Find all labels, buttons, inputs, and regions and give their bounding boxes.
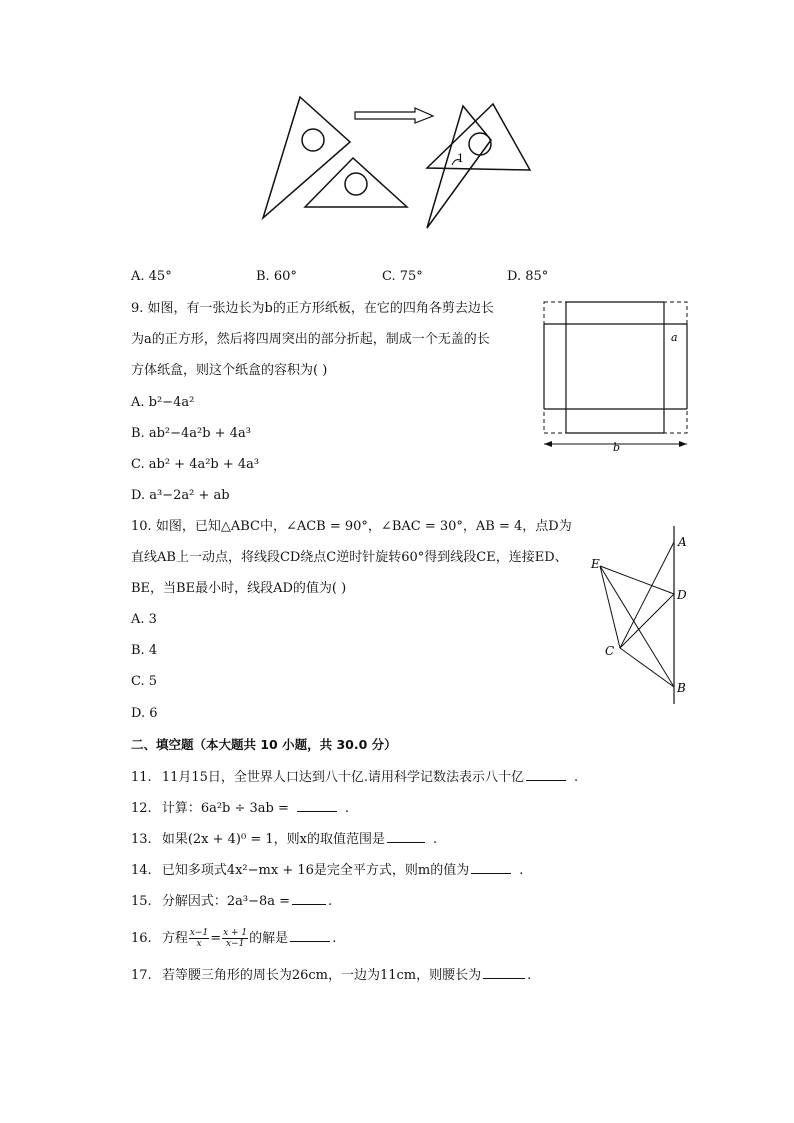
q12-answer-blank[interactable] xyxy=(297,799,337,812)
q12-period: . xyxy=(344,801,350,816)
q15-text: 分解因式：2a³−8a = xyxy=(161,894,291,909)
q9-option-c[interactable]: C. ab² + 4a²b + 4a³ xyxy=(131,457,260,472)
q17 xyxy=(131,966,531,985)
q10-stem-2: 直线AB上一动点，将线段CD绕点C逆时针旋转60°得到线段CE，连接ED、 xyxy=(131,550,568,565)
q16-fraction-right xyxy=(222,928,248,949)
q12-text: 计算：6a²b ÷ 3ab = xyxy=(161,801,289,816)
q8-option-d[interactable]: D. 85° xyxy=(507,269,549,284)
q12 xyxy=(131,799,349,818)
q16-equals: = xyxy=(210,931,222,946)
q9-option-b[interactable]: B. ab²−4a²b + 4a³ xyxy=(131,426,251,441)
q9-number: 9. xyxy=(131,301,144,316)
angle-1-label: 1 xyxy=(457,152,464,165)
point-a-label: A xyxy=(678,535,687,549)
q13-text: 如果(2x + 4)⁰ = 1，则x的取值范围是 xyxy=(161,832,385,847)
q11-number: 11. xyxy=(131,770,152,785)
q16-frac1-denominator: x xyxy=(196,939,202,949)
q8-option-b[interactable]: B. 60° xyxy=(256,269,297,284)
q15-number: 15. xyxy=(131,894,152,909)
q16-number: 16. xyxy=(131,931,152,946)
q15-answer-blank[interactable] xyxy=(292,892,326,905)
q9-stem-3: 方体纸盒，则这个纸盒的容积为( ) xyxy=(131,363,328,378)
q10-option-a[interactable]: A. 3 xyxy=(131,612,157,627)
q13-period: . xyxy=(432,832,438,847)
q13 xyxy=(131,830,437,849)
q16-period: . xyxy=(332,931,337,946)
q13-answer-blank[interactable] xyxy=(387,830,425,843)
q15-period: . xyxy=(328,894,333,909)
q16-answer-blank[interactable] xyxy=(290,929,330,942)
label-a: a xyxy=(671,331,678,344)
point-d-label: D xyxy=(677,588,687,602)
q11-answer-blank[interactable] xyxy=(526,768,566,781)
point-b-label: B xyxy=(677,681,686,695)
point-e-label: E xyxy=(591,557,600,571)
q14-answer-blank[interactable] xyxy=(471,861,511,874)
q9-option-a[interactable]: A. b²−4a² xyxy=(131,395,195,410)
q10-number: 10. xyxy=(131,519,152,534)
q14-period: . xyxy=(519,863,524,878)
q16-frac2-denominator: x−1 xyxy=(225,939,245,949)
square-box-figure xyxy=(540,296,695,456)
q10-option-b[interactable]: B. 4 xyxy=(131,643,158,658)
section-title: 二、填空题（本大题共 10 小题，共 30.0 分） xyxy=(131,737,397,752)
label-b: b xyxy=(613,441,621,454)
q14 xyxy=(131,861,523,880)
q16-frac1-numerator: x−1 xyxy=(189,928,209,938)
q16-text-post: 的解是 xyxy=(249,931,289,946)
q12-number: 12. xyxy=(131,801,152,816)
q11 xyxy=(131,768,578,787)
q10-option-c[interactable]: C. 5 xyxy=(131,674,158,689)
q9-stem-1: 如图，有一张边长为b的正方形纸板，在它的四角各剪去边长 xyxy=(147,301,494,316)
q14-text: 已知多项式4x²−mx + 16是完全平方式，则m的值为 xyxy=(161,863,470,878)
q16-frac2-numerator: x + 1 xyxy=(223,928,248,938)
q16-text-pre: 方程 xyxy=(161,931,188,946)
q15 xyxy=(131,892,332,911)
q14-number: 14. xyxy=(131,863,152,878)
q17-answer-blank[interactable] xyxy=(483,966,525,979)
rotation-triangle-figure xyxy=(588,522,698,707)
q13-number: 13. xyxy=(131,832,152,847)
point-c-label: C xyxy=(605,644,615,658)
q8-option-c[interactable]: C. 75° xyxy=(382,269,423,284)
q10-line1 xyxy=(131,518,572,536)
q9-stem-2: 为a的正方形，然后将四周突出的部分折起，制成一个无盖的长 xyxy=(131,332,490,347)
q11-text: 11月15日，全世界人口达到八十亿.请用科学记数法表示八十亿 xyxy=(161,770,525,785)
q11-period: . xyxy=(574,770,579,785)
q17-text: 若等腰三角形的周长为26cm，一边为11cm，则腰长为 xyxy=(161,968,482,983)
q9-line1 xyxy=(131,300,494,318)
set-square-figure xyxy=(255,90,545,230)
q16 xyxy=(131,928,336,949)
q8-option-a[interactable]: A. 45° xyxy=(131,269,172,284)
q10-option-d[interactable]: D. 6 xyxy=(131,706,158,721)
q10-stem-1: 如图，已知△ABC中，∠ACB = 90°，∠BAC = 30°，AB = 4，点D为 xyxy=(155,519,572,534)
q17-period: . xyxy=(527,968,532,983)
q9-option-d[interactable]: D. a³−2a² + ab xyxy=(131,488,230,503)
q17-number: 17. xyxy=(131,968,152,983)
q10-stem-3: BE，当BE最小时，线段AD的值为( ) xyxy=(131,581,347,596)
q16-fraction-left xyxy=(189,928,209,949)
